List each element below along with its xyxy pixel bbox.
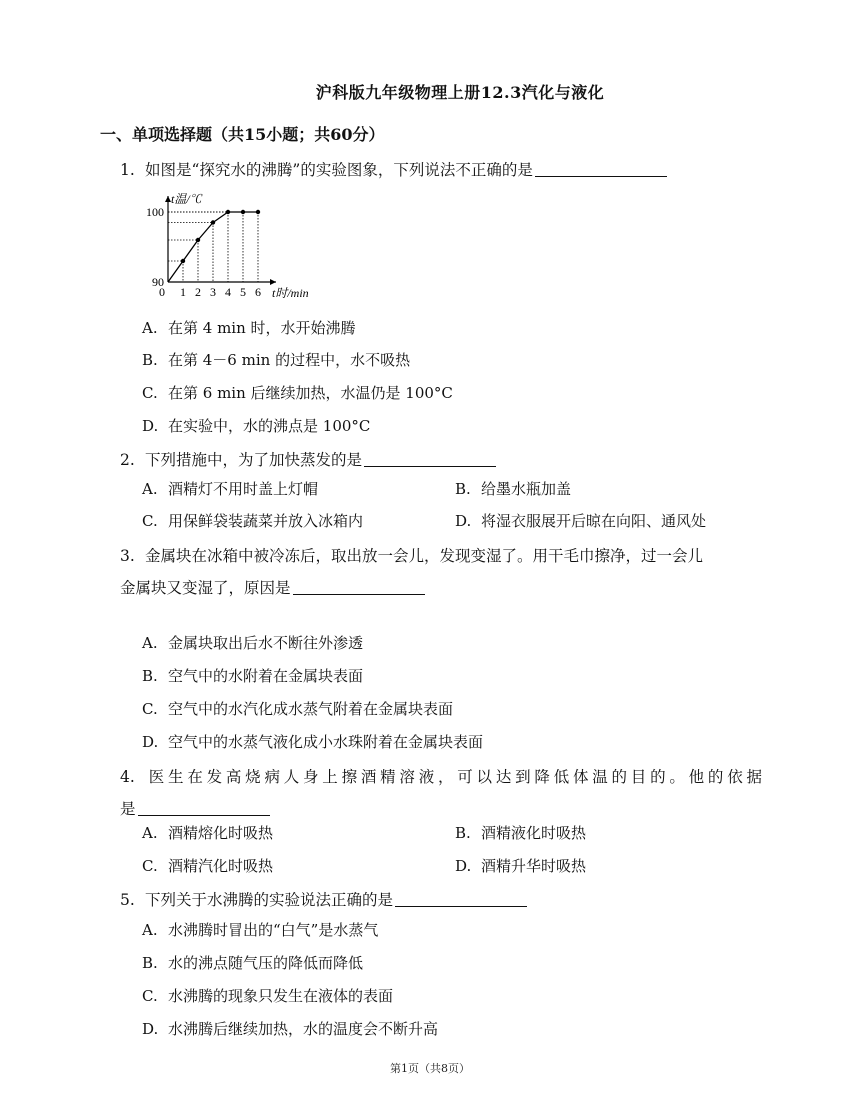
q2-option-a[interactable]: [142, 479, 318, 499]
option-letter: D.: [455, 857, 472, 875]
x-tick-label: 4: [225, 285, 231, 299]
option-letter: B.: [142, 351, 158, 369]
option-letter: C.: [142, 384, 158, 402]
q1-option-b[interactable]: [142, 350, 410, 370]
data-point: [256, 210, 260, 214]
question-text: 医生在发高烧病人身上擦酒精溶液，可以达到降低体温的目的。他的依据: [145, 768, 762, 786]
page-title: 沪科版九年级物理上册12.3汽化与液化: [315, 83, 605, 102]
option-letter: A.: [142, 319, 158, 337]
data-point: [211, 220, 215, 224]
q3-option-c[interactable]: [142, 699, 453, 719]
data-point: [226, 210, 230, 214]
y-tick-label: 100: [146, 205, 164, 219]
option-text: 用保鲜袋装蔬菜并放入冰箱内: [168, 512, 364, 530]
data-point: [241, 210, 245, 214]
option-letter: C.: [142, 512, 158, 530]
option-text: 在第 4－6 min 的过程中，水不吸热: [168, 351, 411, 369]
x-tick-label: 1: [180, 285, 186, 299]
question-number: 5.: [120, 891, 135, 909]
option-text: 空气中的水蒸气液化成小水珠附着在金属块表面: [168, 733, 484, 751]
q4-option-c[interactable]: [142, 856, 273, 876]
boiling-chart: [138, 190, 318, 308]
option-letter: A.: [142, 921, 158, 939]
option-letter: B.: [455, 480, 471, 498]
x-tick-label: 6: [255, 285, 261, 299]
q5-option-d[interactable]: [142, 1019, 438, 1039]
option-letter: B.: [142, 954, 158, 972]
section-heading: 一、单项选择题（共15小题；共60分）: [100, 125, 385, 144]
answer-blank[interactable]: [395, 890, 527, 907]
q3-option-b[interactable]: [142, 666, 363, 686]
option-text: 水沸腾后继续加热，水的温度会不断升高: [168, 1020, 439, 1038]
option-letter: A.: [142, 634, 158, 652]
question-5: [120, 890, 527, 910]
option-text: 酒精升华时吸热: [481, 857, 587, 875]
answer-blank[interactable]: [138, 799, 270, 816]
option-text: 给墨水瓶加盖: [481, 480, 572, 498]
x-tick-label: 0: [159, 285, 165, 299]
option-letter: D.: [142, 417, 159, 435]
x-axis-label: t时/min: [272, 286, 309, 300]
y-tick-label: 90: [152, 275, 164, 289]
x-tick-label: 5: [240, 285, 246, 299]
option-letter: D.: [142, 733, 159, 751]
option-text: 在第 6 min 后继续加热，水温仍是 100°C: [168, 384, 453, 402]
option-text: 金属块取出后水不断往外渗透: [168, 634, 364, 652]
option-text: 空气中的水汽化成水蒸气附着在金属块表面: [168, 700, 454, 718]
option-letter: A.: [142, 480, 158, 498]
option-letter: C.: [142, 700, 158, 718]
question-text-cont: 是: [120, 800, 136, 818]
q4-option-d[interactable]: [455, 856, 586, 876]
q2-option-d[interactable]: [455, 511, 706, 531]
q5-option-b[interactable]: [142, 953, 363, 973]
question-text: 下列关于水沸腾的实验说法正确的是: [145, 891, 394, 909]
x-tick-label: 2: [195, 285, 201, 299]
question-number: 4.: [120, 768, 135, 786]
option-text: 酒精灯不用时盖上灯帽: [168, 480, 319, 498]
option-letter: D.: [142, 1020, 159, 1038]
option-text: 空气中的水附着在金属块表面: [168, 667, 364, 685]
option-text: 酒精汽化时吸热: [168, 857, 274, 875]
q5-option-a[interactable]: [142, 920, 378, 940]
option-text: 在第 4 min 时，水开始沸腾: [168, 319, 356, 337]
option-text: 将湿衣服展开后晾在向阳、通风处: [481, 512, 707, 530]
question-3: [120, 540, 762, 604]
q1-option-a[interactable]: [142, 318, 356, 338]
option-letter: C.: [142, 857, 158, 875]
answer-blank[interactable]: [364, 450, 496, 467]
q2-option-c[interactable]: [142, 511, 363, 531]
question-number: 3.: [120, 547, 135, 565]
q2-option-b[interactable]: [455, 479, 571, 499]
page-footer: 第1页（共8页）: [390, 1062, 470, 1075]
option-letter: B.: [455, 824, 471, 842]
question-1: [120, 160, 667, 180]
x-axis-arrow: [270, 279, 276, 285]
q3-option-a[interactable]: [142, 633, 363, 653]
answer-blank[interactable]: [535, 160, 667, 177]
question-number: 1.: [120, 161, 135, 179]
answer-blank[interactable]: [293, 578, 425, 595]
option-text: 水的沸点随气压的降低而降低: [168, 954, 364, 972]
question-number: 2.: [120, 451, 135, 469]
question-text: 下列措施中，为了加快蒸发的是: [145, 451, 363, 469]
option-letter: A.: [142, 824, 158, 842]
option-text: 水沸腾时冒出的“白气”是水蒸气: [168, 921, 379, 939]
y-axis-label: t温/℃: [171, 192, 202, 206]
option-text: 水沸腾的现象只发生在液体的表面: [168, 987, 394, 1005]
question-4: [120, 761, 762, 825]
question-text-cont: 金属块又变湿了，原因是: [120, 579, 291, 597]
q5-option-c[interactable]: [142, 986, 393, 1006]
option-text: 在实验中，水的沸点是 100°C: [168, 417, 371, 435]
data-point: [196, 238, 200, 242]
q4-option-b[interactable]: [455, 823, 586, 843]
option-text: 酒精液化时吸热: [481, 824, 587, 842]
q1-option-d[interactable]: [142, 416, 370, 436]
option-letter: C.: [142, 987, 158, 1005]
question-text: 如图是“探究水的沸腾”的实验图象，下列说法不正确的是: [145, 161, 533, 179]
option-letter: B.: [142, 667, 158, 685]
data-point: [181, 259, 185, 263]
q4-option-a[interactable]: [142, 823, 273, 843]
option-text: 酒精熔化时吸热: [168, 824, 274, 842]
x-tick-label: 3: [210, 285, 216, 299]
question-2: [120, 450, 496, 470]
option-letter: D.: [455, 512, 472, 530]
q1-option-c[interactable]: [142, 383, 453, 403]
question-text: 金属块在冰箱中被冷冻后，取出放一会儿，发现变湿了。用干毛巾擦净，过一会儿: [145, 547, 704, 565]
q3-option-d[interactable]: [142, 732, 483, 752]
